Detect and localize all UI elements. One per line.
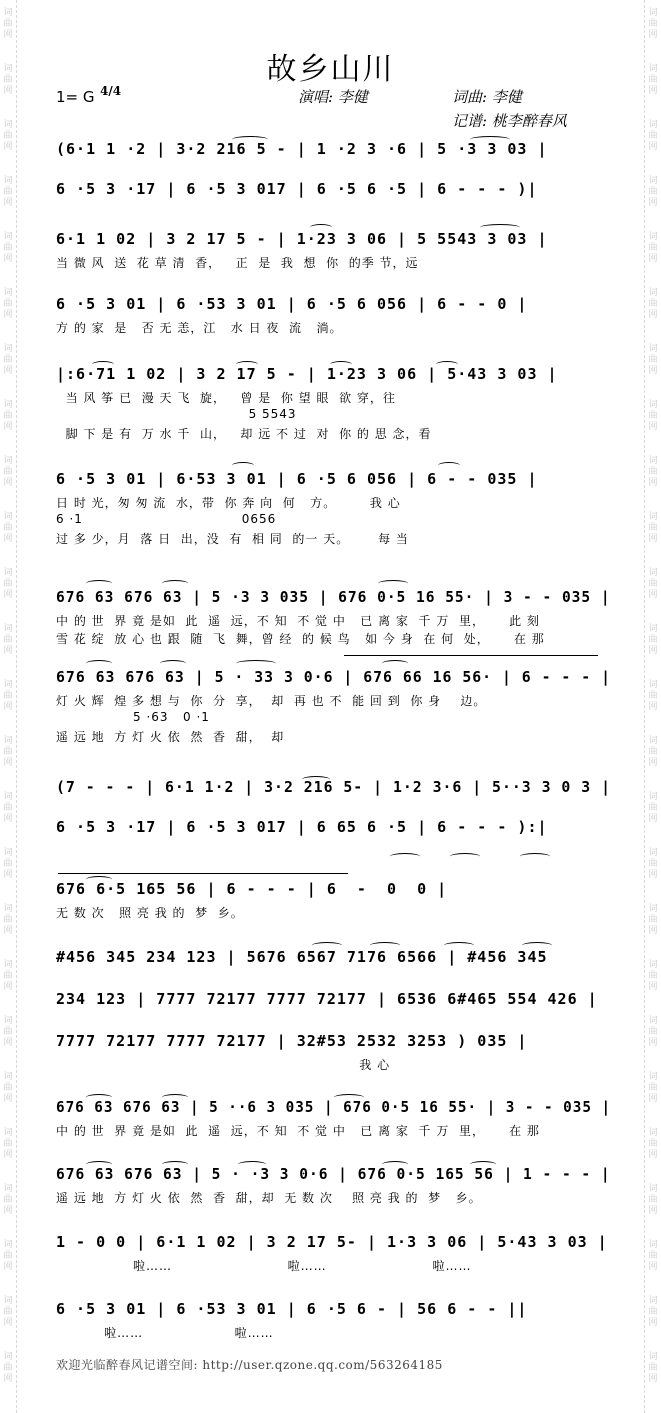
watermark-mark: 词 曲 网 <box>648 960 658 992</box>
slur-mark <box>378 580 408 587</box>
note-row: 6·1 1 02 | 3 2 17 5 - | 1·23 3 06 | 5 5543 3 03 | <box>56 230 548 248</box>
watermark-mark: 词 曲 网 <box>648 792 658 824</box>
lyric-row: 雪 花 绽 放 心 也 跟 随 飞 舞，曾 经 的 候 鸟 如 今 身 在 何 处， 在 那 <box>56 632 545 646</box>
watermark-mark: 词 曲 网 <box>648 904 658 936</box>
watermark-mark: 词 曲 网 <box>648 1016 658 1048</box>
watermark-mark: 词 曲 网 <box>3 64 13 96</box>
lyric-row: 无 数 次 照 亮 我 的 梦 乡。 <box>56 906 244 920</box>
watermark-mark: 词 曲 网 <box>3 1016 13 1048</box>
volta-bracket <box>344 655 598 662</box>
note-row: 676 63 676 63 | 5 · ·3 3 0·6 | 676 0·5 165 56 | 1 - - - | <box>56 1165 611 1183</box>
note-row: 1 - 0 0 | 6·1 1 02 | 3 2 17 5- | 1·3 3 06 | 5·43 3 03 | <box>56 1233 608 1251</box>
slur-mark <box>162 1094 188 1101</box>
watermark-mark: 词 曲 网 <box>648 736 658 768</box>
lyric-row: 中 的 世 界 竟 是如 此 遥 远，不 知 不 觉 中 已 离 家 千 万 里， 在 那 <box>56 1124 540 1138</box>
note-row: (6·1 1 ·2 | 3·2 216 5 - | 1 ·2 3 ·6 | 5 ·3 3 03 | <box>56 140 548 158</box>
watermark-mark: 词 曲 网 <box>648 120 658 152</box>
watermark-mark: 词 曲 网 <box>3 792 13 824</box>
lyric-row: 遥 远 地 方 灯 火 依 然 香 甜，却 无 数 次 照 亮 我 的 梦 乡。 <box>56 1191 482 1205</box>
lyric-row: 5 ·63 0 ·1 <box>56 710 210 724</box>
note-row: 6 ·5 3 ·17 | 6 ·5 3 017 | 6 ·5 6 ·5 | 6 - - - )| <box>56 180 538 198</box>
slur-mark <box>232 462 254 469</box>
lyric-row: 遥 远 地 方 灯 火 依 然 香 甜， 却 <box>56 730 285 744</box>
watermark-mark: 词 曲 网 <box>648 288 658 320</box>
lyric-row: 灯 火 辉 煌 多 想 与 你 分 享， 却 再 也 不 能 回 到 你 身 边。 <box>56 694 487 708</box>
note-row: 676 63 676 63 | 5 · 33 3 0·6 | 676 66 16 56· | 6 - - - | <box>56 668 611 686</box>
slur-mark <box>238 1161 266 1168</box>
lyric-row: 6 ·1 0656 <box>56 512 277 526</box>
note-row: 6 ·5 3 ·17 | 6 ·5 3 017 | 6 65 6 ·5 | 6 - - - ):| <box>56 818 548 836</box>
lyric-row: 脚 下 是 有 万 水 千 山， 却 远 不 过 对 你 的 思 念，看 <box>56 427 432 441</box>
watermark-mark: 词 曲 网 <box>648 1128 658 1160</box>
time-signature <box>100 86 121 96</box>
watermark-mark: 词 曲 网 <box>648 344 658 376</box>
watermark-mark: 词 曲 网 <box>3 176 13 208</box>
note-row: 676 6·5 165 56 | 6 - - - | 6 - 0 0 | <box>56 880 448 898</box>
composer-credit: 词曲: 李健 <box>452 88 522 106</box>
slur-mark <box>390 853 420 860</box>
slur-mark <box>470 136 510 143</box>
lyric-row: 5 5543 <box>56 407 297 421</box>
slur-mark <box>310 224 332 231</box>
slur-mark <box>522 942 552 949</box>
watermark-column-left <box>0 0 17 1413</box>
lyric-row: 日 时 光，匆 匆 流 水，带 你 奔 向 何 方。 我 心 <box>56 496 401 510</box>
note-row: #456 345 234 123 | 5676 6567 7176 6566 | #456 345 <box>56 948 548 966</box>
slur-mark <box>86 1094 112 1101</box>
note-row: 676 63 676 63 | 5 ··6 3 035 | 676 0·5 16 55· | 3 - - 035 | <box>56 1098 612 1116</box>
note-row: 676 63 676 63 | 5 ·3 3 035 | 676 0·5 16 55· | 3 - - 035 | <box>56 588 611 606</box>
slur-mark <box>302 776 330 783</box>
watermark-mark: 词 曲 网 <box>648 456 658 488</box>
slur-mark <box>232 136 268 143</box>
slur-mark <box>86 1161 112 1168</box>
watermark-mark: 词 曲 网 <box>648 400 658 432</box>
watermark-mark: 词 曲 网 <box>3 568 13 600</box>
note-row: 6 ·5 3 01 | 6 ·53 3 01 | 6 ·5 6 - | 56 6 - - || <box>56 1300 528 1318</box>
volta-bracket <box>58 873 348 880</box>
watermark-mark: 词 曲 网 <box>648 8 658 40</box>
watermark-mark: 词 曲 网 <box>3 624 13 656</box>
slur-mark <box>438 462 460 469</box>
watermark-mark: 词 曲 网 <box>648 1352 658 1384</box>
watermark-mark: 词 曲 网 <box>648 680 658 712</box>
lyric-row: 当 微 风 送 花 草 清 香， 正 是 我 想 你 的季 节，远 <box>56 256 419 270</box>
slur-mark <box>92 361 114 368</box>
slur-mark <box>330 361 352 368</box>
slur-mark <box>160 660 186 667</box>
watermark-mark: 词 曲 网 <box>3 904 13 936</box>
watermark-mark: 词 曲 网 <box>648 848 658 880</box>
slur-mark <box>162 580 188 587</box>
singer-credit: 演唱: 李健 <box>298 88 368 106</box>
song-title: 故乡山川 <box>266 52 395 87</box>
slur-mark <box>86 580 112 587</box>
watermark-mark: 词 曲 网 <box>3 456 13 488</box>
watermark-mark: 词 曲 网 <box>3 736 13 768</box>
note-row: 6 ·5 3 01 | 6 ·53 3 01 | 6 ·5 6 056 | 6 - - 0 | <box>56 295 528 313</box>
note-row: (7 - - - | 6·1 1·2 | 3·2 216 5- | 1·2 3·6 | 5··3 3 0 3 | <box>56 778 611 796</box>
watermark-mark: 词 曲 网 <box>648 1296 658 1328</box>
lyric-row: 中 的 世 界 竟 是如 此 遥 远，不 知 不 觉 中 已 离 家 千 万 里， 此 刻 <box>56 614 540 628</box>
watermark-mark: 词 曲 网 <box>648 1184 658 1216</box>
watermark-mark: 词 曲 网 <box>3 1240 13 1272</box>
slur-mark <box>444 942 474 949</box>
note-row: |:6·71 1 02 | 3 2 17 5 - | 1·23 3 06 | 5·43 3 03 | <box>56 365 558 383</box>
watermark-mark: 词 曲 网 <box>648 624 658 656</box>
watermark-mark: 词 曲 网 <box>3 1296 13 1328</box>
watermark-mark: 词 曲 网 <box>3 1128 13 1160</box>
lyric-row: 啦…… 啦…… 啦…… <box>56 1259 472 1273</box>
slur-mark <box>382 1161 408 1168</box>
key-signature: 1= G <box>56 88 95 106</box>
watermark-mark: 词 曲 网 <box>3 120 13 152</box>
slur-mark <box>436 361 458 368</box>
slur-mark <box>86 660 112 667</box>
slur-mark <box>470 1161 496 1168</box>
transcriber-credit: 记谱: 桃李醉春风 <box>452 112 567 130</box>
watermark-mark: 词 曲 网 <box>3 344 13 376</box>
watermark-mark: 词 曲 网 <box>648 1240 658 1272</box>
watermark-mark: 词 曲 网 <box>648 512 658 544</box>
lyric-row: 方 的 家 是 否 无 恙，江 水 日 夜 流 淌。 <box>56 321 343 335</box>
note-row: 6 ·5 3 01 | 6·53 3 01 | 6 ·5 6 056 | 6 - - 035 | <box>56 470 538 488</box>
slur-mark <box>312 942 342 949</box>
slur-mark <box>450 853 480 860</box>
slur-mark <box>480 224 520 231</box>
watermark-mark: 词 曲 网 <box>3 8 13 40</box>
watermark-mark: 词 曲 网 <box>648 568 658 600</box>
watermark-mark: 词 曲 网 <box>3 1072 13 1104</box>
watermark-mark: 词 曲 网 <box>3 1352 13 1384</box>
slur-mark <box>334 1094 364 1101</box>
slur-mark <box>236 660 276 667</box>
watermark-mark: 词 曲 网 <box>3 512 13 544</box>
time-signature-text: 4/4 <box>100 84 122 98</box>
slur-mark <box>236 361 258 368</box>
lyric-row: 我 心 <box>56 1058 391 1072</box>
watermark-column-right <box>644 0 661 1413</box>
watermark-mark: 词 曲 网 <box>3 680 13 712</box>
watermark-mark: 词 曲 网 <box>3 960 13 992</box>
watermark-mark: 词 曲 网 <box>648 1072 658 1104</box>
watermark-mark: 词 曲 网 <box>648 232 658 264</box>
lyric-row: 啦…… 啦…… <box>56 1326 274 1340</box>
watermark-mark: 词 曲 网 <box>3 848 13 880</box>
slur-mark <box>370 942 400 949</box>
note-row: 234 123 | 7777 72177 7777 72177 | 6536 6#465 554 426 | <box>56 990 598 1008</box>
watermark-mark: 词 曲 网 <box>3 1184 13 1216</box>
slur-mark <box>520 853 550 860</box>
lyric-row: 过 多 少，月 落 日 出，没 有 相 同 的一 天。 每 当 <box>56 532 409 546</box>
slur-mark <box>162 1161 188 1168</box>
watermark-mark: 词 曲 网 <box>3 232 13 264</box>
watermark-mark: 词 曲 网 <box>3 288 13 320</box>
watermark-mark: 词 曲 网 <box>648 176 658 208</box>
footer-link-text: 欢迎光临醉春风记谱空间: http://user.qzone.qq.com/563264185 <box>56 1358 443 1372</box>
watermark-mark: 词 曲 网 <box>3 400 13 432</box>
note-row: 7777 72177 7777 72177 | 32#53 2532 3253 ) 035 | <box>56 1032 528 1050</box>
watermark-mark: 词 曲 网 <box>648 64 658 96</box>
lyric-row: 当 风 筝 已 漫 天 飞 旋， 曾 是 你 望 眼 欲 穿，往 <box>56 391 396 405</box>
